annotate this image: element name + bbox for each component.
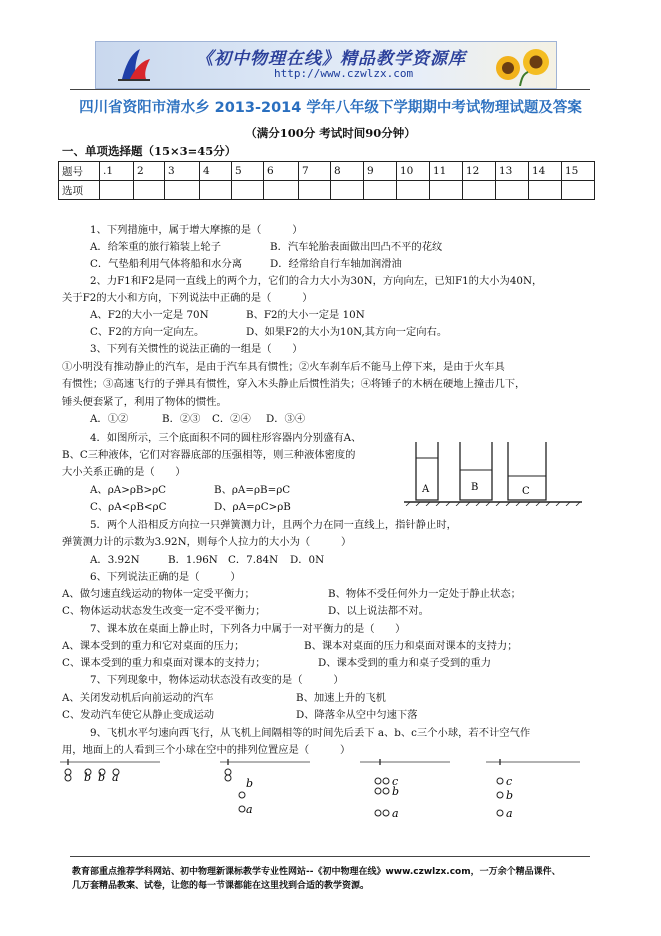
option-3b: B．②③ <box>162 413 201 425</box>
option-3a: A．①② <box>90 413 129 425</box>
ball-label: b <box>506 789 514 802</box>
option-8c: C、发动汽车使它从静止变成运动 <box>62 709 215 721</box>
option-5c: C．7.84N <box>228 554 279 566</box>
arrangement-a <box>60 759 160 784</box>
option-8b: B、加速上升的飞机 <box>296 692 386 704</box>
table-cell: 3 <box>165 162 200 181</box>
footer-line-2: 几万套精品教案、试卷，让您的每一节课都能在这里找到合适的教学资源。 <box>72 881 370 891</box>
option-7b: B、课本对桌面的压力和桌面对课本的支持力； <box>304 640 518 652</box>
option-4a: A、ρA>ρB>ρC <box>90 484 167 496</box>
option-7d: D、课本受到的重力和桌子受到的重力 <box>318 657 492 669</box>
option-2a: A、F2的大小一定是 70N <box>90 309 209 321</box>
answer-cell[interactable] <box>264 181 299 200</box>
answer-cell[interactable] <box>529 181 562 200</box>
question-3-text: ①小明没有推动静止的汽车，是由于汽车具有惯性；②火车刹车后不能马上停下来，是由于火车具 <box>62 361 505 373</box>
table-cell: 9 <box>364 162 397 181</box>
table-row <box>59 162 595 181</box>
table-cell: 7 <box>299 162 331 181</box>
option-1a: A．给笨重的旅行箱装上轮子 <box>90 241 221 253</box>
question-5-cont: 弹簧测力计的示数为3.92N，则每个人拉力的大小为（ ） <box>62 536 352 548</box>
option-2c: C、F2的方向一定向左。 <box>90 326 205 338</box>
table-cell: 8 <box>331 162 364 181</box>
answer-cell[interactable] <box>165 181 200 200</box>
question-2: 2、力F1和F2是同一直线上的两个力，它们的合力大小为30N，方向向左，已知F1的大小为40N， <box>90 275 543 287</box>
label-c: C <box>522 486 530 497</box>
ball-label: b <box>84 771 92 784</box>
ball-label: a <box>112 771 119 784</box>
question-3-text: 有惯性；③高速飞行的子弹具有惯性，穿入木头静止后惯性消失；④将锤子的木柄在硬地上撞击几下， <box>62 378 526 390</box>
option-6c: C、物体运动状态发生改变一定不受平衡力； <box>62 605 266 617</box>
document-subtitle: （满分100分 考试时间90分钟） <box>245 126 416 140</box>
banner-url[interactable]: http://www.czwlzx.com <box>274 67 414 80</box>
option-8a: A、关闭发动机后向前运动的汽车 <box>62 692 214 704</box>
table-row-label: 题号 <box>59 162 100 181</box>
table-cell: 11 <box>430 162 463 181</box>
header-rule <box>70 89 590 90</box>
option-5d: D．0N <box>290 554 325 566</box>
option-1c: C．气垫船利用气体将船和水分离 <box>90 258 243 270</box>
option-2b: B、F2的大小一定是 10N <box>246 309 365 321</box>
arrangement-c <box>360 759 450 820</box>
sunflower-icon <box>494 46 550 86</box>
answer-cell[interactable] <box>299 181 331 200</box>
table-cell: .1 <box>100 162 134 181</box>
footer-rule <box>70 856 590 857</box>
question-4-cont: 大小关系正确的是（ ） <box>62 466 186 478</box>
table-row-label: 选项 <box>59 181 100 200</box>
answer-cell[interactable] <box>430 181 463 200</box>
answer-cell[interactable] <box>562 181 595 200</box>
option-8d: D、降落伞从空中匀速下落 <box>296 709 418 721</box>
question-3-text: 锤头便套紧了，利用了物体的惯性。 <box>62 396 227 408</box>
ball-arrangement-figure <box>60 757 600 827</box>
question-5: 5．两个人沿相反方向拉一只弹簧测力计，且两个力在同一直线上，指针静止时， <box>90 519 457 531</box>
table-cell: 14 <box>529 162 562 181</box>
option-7a: A、课本受到的重力和它对桌面的压力； <box>62 640 245 652</box>
site-logo-icon <box>116 45 152 83</box>
answer-cell[interactable] <box>364 181 397 200</box>
ball-label: a <box>392 807 399 820</box>
label-a: A <box>422 484 430 495</box>
ball-label: b <box>98 771 106 784</box>
container-figure <box>404 440 584 506</box>
section-heading: 一、单项选择题（15×3=45分） <box>62 144 237 158</box>
arrangement-d <box>486 759 580 820</box>
table-cell: 2 <box>134 162 165 181</box>
label-b: B <box>471 482 479 493</box>
question-1: 1、下列措施中，属于增大摩擦的是（ ） <box>90 224 303 236</box>
option-3c: C．②④ <box>212 413 251 425</box>
option-5b: B．1.96N <box>168 554 218 566</box>
answer-cell[interactable] <box>496 181 529 200</box>
answer-cell[interactable] <box>397 181 430 200</box>
table-cell: 4 <box>200 162 232 181</box>
table-cell: 10 <box>397 162 430 181</box>
answer-cell[interactable] <box>331 181 364 200</box>
table-cell: 15 <box>562 162 595 181</box>
option-6a: A、做匀速直线运动的物体一定受平衡力； <box>62 588 255 600</box>
option-2d: D、如果F2的大小为10N,其方向一定向右。 <box>246 326 448 338</box>
ball-label: c <box>392 775 399 788</box>
option-4b: B、ρA=ρB=ρC <box>214 484 291 496</box>
question-4: 4．如图所示，三个底面积不同的圆柱形容器内分别盛有A、 <box>90 432 362 444</box>
table-cell: 12 <box>463 162 496 181</box>
ball-label: b <box>246 777 254 790</box>
ball-label: c <box>506 775 513 788</box>
option-4d: D、ρA=ρC>ρB <box>214 501 291 513</box>
question-9: 9、飞机水平匀速向西飞行，从飞机上间隔相等的时间先后丢下 a、b、c三个小球，若不计空气作 <box>90 727 531 739</box>
question-6: 6、下列说法正确的是（ ） <box>90 571 241 583</box>
answer-cell[interactable] <box>232 181 264 200</box>
option-7c: C、课本受到的重力和桌面对课本的支持力； <box>62 657 266 669</box>
question-4-cont: B、C三种液体，它们对容器底部的压强相等，则三种液体密度的 <box>62 449 356 461</box>
footer-line-1: 教育部重点推荐学科网站、初中物理新课标教学专业性网站--《初中物理在线》www.czwlzx.com，一万余个精品课件、 <box>72 867 561 877</box>
option-5a: A．3.92N <box>90 554 140 566</box>
answer-cell[interactable] <box>100 181 134 200</box>
question-8: 7、下列现象中，物体运动状态没有改变的是（ ） <box>90 674 344 686</box>
ball-label: a <box>506 807 513 820</box>
answer-cell[interactable] <box>200 181 232 200</box>
answer-cell[interactable] <box>463 181 496 200</box>
table-cell: 6 <box>264 162 299 181</box>
answer-table <box>58 161 595 200</box>
header-banner <box>95 41 557 89</box>
ball-label: a <box>246 803 253 816</box>
answer-cell[interactable] <box>134 181 165 200</box>
option-6b: B、物体不受任何外力一定处于静止状态； <box>328 588 521 600</box>
table-cell: 13 <box>496 162 529 181</box>
question-9-cont: 用，地面上的人看到三个小球在空中的排列位置应是（ ） <box>62 744 351 756</box>
option-6d: D、以上说法都不对。 <box>328 605 429 617</box>
document-title: 四川省资阳市清水乡 2013-2014 学年八年级下学期期中考试物理试题及答案 <box>79 100 582 116</box>
table-row <box>59 181 595 200</box>
question-7: 7、课本放在桌面上静止时，下列各力中属于一对平衡力的是（ ） <box>90 623 406 635</box>
option-1d: D．经常给自行车轴加润滑油 <box>270 258 402 270</box>
option-1b: B．汽车轮胎表面做出凹凸不平的花纹 <box>270 241 443 253</box>
option-3d: D．③④ <box>266 413 306 425</box>
banner-title: 《初中物理在线》精品教学资源库 <box>196 49 466 69</box>
ball-label: b <box>392 785 400 798</box>
table-cell: 5 <box>232 162 264 181</box>
question-3: 3、下列有关惯性的说法正确的一组是（ ） <box>90 343 303 355</box>
arrangement-b <box>220 759 310 816</box>
question-2-cont: 关于F2的大小和方向，下列说法中正确的是（ ） <box>62 292 313 304</box>
option-4c: C、ρA<ρB<ρC <box>90 501 167 513</box>
